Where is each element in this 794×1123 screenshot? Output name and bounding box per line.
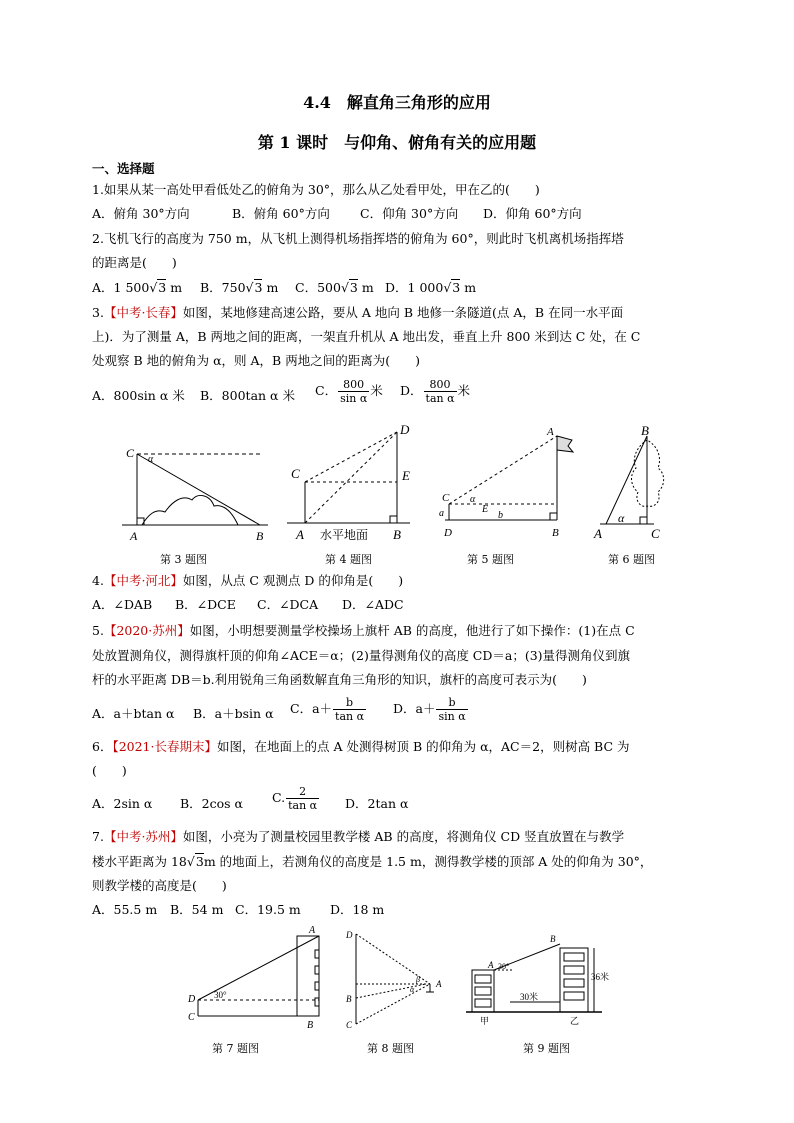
q3-c-post: 米	[370, 383, 383, 398]
f5-label-d: D	[444, 527, 452, 539]
q1-stem: 1.如果从某一高处甲看低处乙的俯角为 30°，那么从乙处看甲处，甲在乙的( )	[92, 182, 540, 197]
q7-line2-pre: 楼水平距离为 18	[92, 854, 187, 869]
q3-c-fraction: $\frac{800}{\text{sin α}}$	[340, 378, 368, 405]
q3-d-post: 米	[457, 383, 471, 398]
q7-option-b: B．54 m	[170, 902, 224, 917]
f9-label-b: B	[550, 934, 556, 944]
q2-d-root: √3	[443, 280, 461, 295]
q2-b-root: √3	[245, 280, 263, 295]
f8-label-a: A	[436, 979, 442, 989]
q5-line1-text: 如图，小明想要测量学校操场上旗杆 AB 的高度，他进行了如下操作：(1)在点 C	[189, 623, 635, 638]
f6-label-b: B	[641, 423, 649, 438]
q7-line1	[92, 828, 624, 846]
q5-option-d	[393, 696, 469, 723]
q4-option-c: C．∠DCA	[257, 597, 319, 612]
q2-a-pre: A．1 500	[92, 280, 150, 295]
q3-option-a: A．800sin α 米	[92, 388, 185, 403]
f4-ground-label: 水平地面	[320, 528, 369, 542]
f6-label-alpha: α	[618, 511, 625, 525]
f8-label-d: D	[346, 930, 353, 940]
figure-4	[287, 432, 410, 523]
f7-angle-label: 30°	[214, 990, 227, 1000]
q6-num: 6．	[92, 739, 113, 754]
figure-7	[198, 936, 319, 1016]
f9-height-label: 36米	[591, 972, 610, 982]
q2-line2: 的距离是( )	[92, 255, 177, 270]
q6-option-b: B．2cos α	[180, 796, 243, 811]
caption-fig-6: 第 6 题图	[608, 553, 655, 566]
figure-3	[122, 454, 268, 525]
f6-label-c: C	[651, 526, 660, 541]
q3-d-pre: D．	[400, 383, 423, 398]
f4-label-a: A	[296, 527, 304, 542]
f4-label-b: B	[393, 527, 401, 542]
q5-line1	[92, 622, 635, 640]
q3-line1	[92, 304, 623, 322]
q3-num: 3.	[92, 305, 104, 320]
q2-a-post: m	[166, 280, 183, 295]
q4-num: 4.	[92, 573, 104, 588]
f5-label-e: E	[482, 504, 489, 515]
q7-num: 7.	[92, 829, 104, 844]
f5-label-a: A	[547, 426, 554, 438]
caption-fig-3: 第 3 题图	[160, 553, 207, 566]
q7-option-a: A．55.5 m	[92, 902, 158, 917]
f3-label-c: C	[126, 446, 135, 460]
f3-label-alpha: α	[148, 454, 154, 465]
f9-jia-label: 甲	[480, 1016, 490, 1026]
f6-label-a: A	[594, 526, 602, 541]
f9-angle-label: 30°	[498, 962, 510, 971]
q4-source-tag: 【中考·河北】	[103, 573, 183, 588]
q7-line1-text: 如图，小亮为了测量校园里教学楼 AB 的高度，将测角仪 CD 竖直放置在与教学	[182, 829, 625, 844]
q6-c-pre: C.	[272, 790, 286, 805]
q3-d-fraction: $\frac{800}{\text{tan α}}$	[425, 378, 455, 405]
q2-c-pre: C．500	[295, 280, 341, 295]
f4-label-d: D	[400, 422, 410, 437]
figure-6	[600, 436, 664, 524]
f7-label-a: A	[309, 925, 316, 936]
q3-option-d	[400, 378, 470, 405]
f4-label-c: C	[291, 466, 300, 481]
q3-line1-text: 如图，某地修建高速公路，要从 A 地向 B 地修一条隧道(点 A，B 在同一水平面	[182, 305, 624, 320]
q3-line2: 上)．为了测量 A，B 两地之间的距离，一架直升机从 A 地出发，垂直上升 800 米到达 C 处，在 C	[92, 329, 641, 344]
q5-option-b: B．a＋bsin α	[193, 706, 274, 721]
f9-label-a: A	[488, 960, 494, 970]
section-title: 4.4 解直角三角形的应用	[303, 93, 491, 112]
q2-d-post: m	[460, 280, 477, 295]
q2-option-c	[295, 279, 374, 297]
figure-5	[445, 436, 573, 520]
figure-8	[356, 934, 434, 1024]
q3-line3: 处观察 B 地的俯角为 α，则 A，B 两地之间的距离为( )	[92, 353, 420, 368]
q1-option-b: B．俯角 60°方向	[232, 206, 330, 221]
q7-source-tag: 【中考·苏州】	[103, 829, 183, 844]
f8-label-alpha: α	[410, 985, 415, 994]
lesson-title: 第 1 课时 与仰角、俯角有关的应用题	[257, 133, 537, 152]
q7-option-c: C．19.5 m	[235, 902, 301, 917]
f5-label-c: C	[442, 492, 450, 504]
part-heading: 一、选择题	[92, 161, 155, 176]
f5-label-alpha: α	[470, 494, 476, 505]
q2-line1: 2.飞机飞行的高度为 750 m，从飞机上测得机场指挥塔的俯角为 60°，则此时飞机离机场指挥塔	[92, 231, 624, 246]
q6-line2: ( )	[92, 763, 127, 778]
q2-c-post: m	[357, 280, 374, 295]
f5-label-b-small: b	[498, 510, 503, 521]
q5-d-pre: D．a＋	[393, 701, 436, 716]
q5-num: 5.	[92, 623, 104, 638]
q6-option-d: D．2tan α	[345, 796, 409, 811]
q6-option-c	[272, 785, 320, 812]
figures-row-1	[110, 420, 710, 550]
q6-source-tag: 【2021·长春期末】	[112, 739, 217, 754]
f8-label-beta: β	[416, 975, 420, 984]
q6-c-fraction: $\frac{2}{\text{tan α}}$	[288, 785, 318, 812]
q7-option-d: D．18 m	[330, 902, 385, 917]
q1-option-a: A．俯角 30°方向	[92, 206, 190, 221]
f3-label-b: B	[256, 529, 264, 543]
figures-row-2	[180, 920, 620, 1040]
caption-fig-8: 第 8 题图	[367, 1042, 414, 1055]
q2-option-b	[200, 279, 278, 297]
q4-stem-text: 如图，从点 C 观测点 D 的仰角是( )	[182, 573, 404, 588]
q3-option-b: B．800tan α 米	[200, 388, 295, 403]
f7-label-b: B	[307, 1020, 314, 1031]
f8-label-c: C	[346, 1020, 353, 1030]
q2-option-a	[92, 279, 182, 297]
f9-yi-label: 乙	[570, 1016, 580, 1026]
q6-line1-text: 如图，在地面上的点 A 处测得树顶 B 的仰角为 α，AC＝2，则树高 BC 为	[217, 739, 630, 754]
q5-option-a: A．a＋btan α	[92, 706, 175, 721]
q4-option-d: D．∠ADC	[342, 597, 404, 612]
q7-line2	[92, 853, 652, 871]
q5-line2: 处放置测角仪，测得旗杆顶的仰角∠ACE＝α；(2)量得测角仪的高度 CD＝a；(3)量得测角仪到旗	[92, 648, 631, 663]
q2-d-pre: D．1 000	[385, 280, 444, 295]
q3-option-c	[315, 378, 383, 405]
q2-a-root: √3	[149, 280, 167, 295]
caption-fig-4: 第 4 题图	[325, 553, 372, 566]
caption-fig-9: 第 9 题图	[523, 1042, 570, 1055]
q2-option-d	[385, 279, 476, 297]
f7-label-d: D	[188, 994, 196, 1005]
q5-c-fraction: $\frac{b}{\text{tan α}}$	[335, 696, 365, 723]
q4-stem	[92, 572, 403, 590]
f5-label-b: B	[552, 527, 559, 539]
caption-fig-7: 第 7 题图	[212, 1042, 259, 1055]
q5-source-tag: 【2020·苏州】	[103, 623, 190, 638]
caption-fig-5: 第 5 题图	[467, 553, 514, 566]
q2-b-post: m	[262, 280, 279, 295]
q3-source-tag: 【中考·长春】	[103, 305, 183, 320]
q2-c-root: √3	[340, 280, 358, 295]
f3-label-a: A	[130, 529, 138, 543]
q5-c-pre: C．a＋	[290, 701, 333, 716]
f4-label-e: E	[402, 468, 410, 483]
q5-line3: 杆的水平距离 DB＝b.利用锐角三角函数解直角三角形的知识，旗杆的高度可表示为( )	[92, 672, 587, 687]
f5-label-a-small: a	[439, 508, 444, 519]
q2-b-pre: B．750	[200, 280, 246, 295]
q7-line3: 则教学楼的高度是( )	[92, 878, 227, 893]
q4-option-b: B．∠DCE	[175, 597, 236, 612]
q5-d-fraction: $\frac{b}{\text{sin α}}$	[438, 696, 466, 723]
q6-line1	[92, 738, 630, 756]
q1-option-d: D．仰角 60°方向	[483, 206, 582, 221]
f7-label-c: C	[188, 1012, 195, 1023]
f9-dist-label: 30米	[520, 992, 539, 1002]
q5-option-c	[290, 696, 367, 723]
q7-line2-post: m 的地面上，若测角仪的高度是 1.5 m，测得教学楼的顶部 A 处的仰角为 30°，	[203, 854, 653, 869]
q4-option-a: A．∠DAB	[92, 597, 153, 612]
f8-label-b: B	[346, 994, 352, 1004]
q6-option-a: A．2sin α	[92, 796, 153, 811]
q3-c-pre: C．	[315, 383, 338, 398]
q7-line2-root: √3	[186, 854, 204, 869]
q1-option-c: C．仰角 30°方向	[360, 206, 459, 221]
